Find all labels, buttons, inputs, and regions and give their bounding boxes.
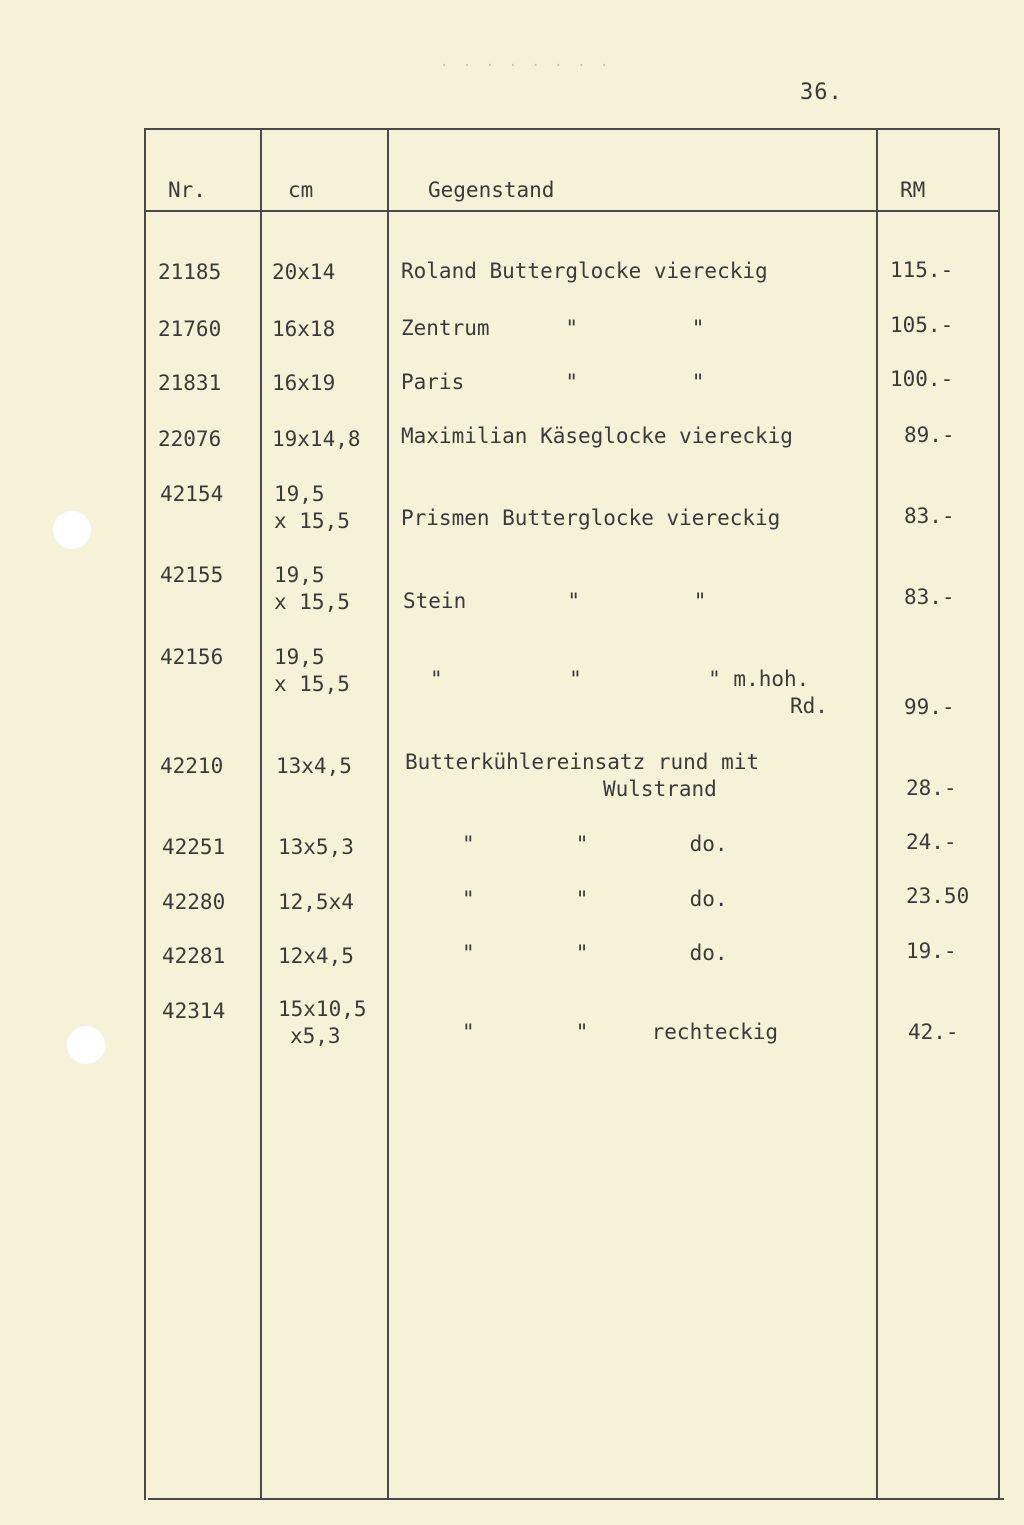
cell-cm: 16x18 [272,317,336,341]
cell-price: 28.- [906,776,957,800]
cell-nr: 42210 [160,754,224,778]
cell-item: " " rechteckig [462,1020,779,1044]
cell-nr: 42281 [162,944,226,968]
cell-cm: 19x14,8 [272,427,361,451]
faint-header-smudge: · · · · · · · · [440,58,612,74]
punch-hole-top [52,510,92,550]
cell-price: 83.- [904,504,955,528]
cell-item: Paris " " [401,370,705,394]
cell-cm: 20x14 [272,260,336,284]
cell-item: " " do. [462,887,728,911]
cell-price: 105.- [890,313,954,337]
cell-nr: 42156 [160,645,224,669]
cell-cm: 12,5x4 [278,890,354,914]
cell-price: 42.- [908,1020,959,1044]
cell-item: Stein " " [403,589,707,613]
cell-nr: 21185 [158,260,222,284]
cell-item-line2: Rd. [790,694,828,718]
cell-cm: 13x5,3 [278,835,354,859]
punch-hole-bottom [66,1025,106,1065]
cell-item: Zentrum " " [401,316,705,340]
cell-cm-line1: 19,5 [274,482,325,506]
header-nr: Nr. [168,178,206,202]
cell-price: 115.- [890,258,954,282]
cell-price: 23.50 [906,884,970,908]
cell-cm-line2: x 15,5 [274,590,350,614]
cell-nr: 42155 [160,563,224,587]
cell-cm-line2: x5,3 [290,1024,341,1048]
cell-nr: 42154 [160,482,224,506]
table-right-border [998,128,1000,1500]
table-left-border [144,128,146,1500]
column-divider-nr [260,128,262,1500]
page-number: 36. [800,80,843,105]
cell-price: 89.- [904,423,955,447]
header-bottom-border [144,210,1000,212]
cell-item-line1: Butterkühlereinsatz rund mit [405,750,760,774]
table-top-border [144,128,1000,130]
header-gegenstand: Gegenstand [428,178,555,202]
header-cm: cm [288,178,314,202]
cell-nr: 21760 [158,317,222,341]
cell-item: Maximilian Käseglocke viereckig [401,424,793,448]
cell-cm: 13x4,5 [276,754,352,778]
cell-price: 24.- [906,830,957,854]
cell-item: Prismen Butterglocke viereckig [401,506,781,530]
cell-price: 100.- [890,367,954,391]
cell-nr: 42251 [162,835,226,859]
cell-nr: 42280 [162,890,226,914]
cell-item: Roland Butterglocke viereckig [401,259,768,283]
cell-cm: 12x4,5 [278,944,354,968]
cell-cm-line2: x 15,5 [274,509,350,533]
cell-item-line1: " " " m.hoh. [430,667,810,691]
cell-price: 83.- [904,585,955,609]
cell-price: 19.- [906,939,957,963]
cell-nr: 21831 [158,371,222,395]
column-divider-cm [387,128,389,1500]
header-rm: RM [900,178,926,202]
cell-cm-line1: 15x10,5 [278,997,367,1021]
cell-cm-line2: x 15,5 [274,672,350,696]
cell-cm: 16x19 [272,371,336,395]
cell-item: " " do. [462,941,728,965]
cell-nr: 22076 [158,427,222,451]
cell-nr: 42314 [162,999,226,1023]
cell-item: " " do. [462,832,728,856]
column-divider-gegenstand [876,128,878,1500]
cell-cm-line1: 19,5 [274,645,325,669]
cell-price: 99.- [904,695,955,719]
cell-cm-line1: 19,5 [274,563,325,587]
cell-item-line2: Wulstrand [603,777,717,801]
